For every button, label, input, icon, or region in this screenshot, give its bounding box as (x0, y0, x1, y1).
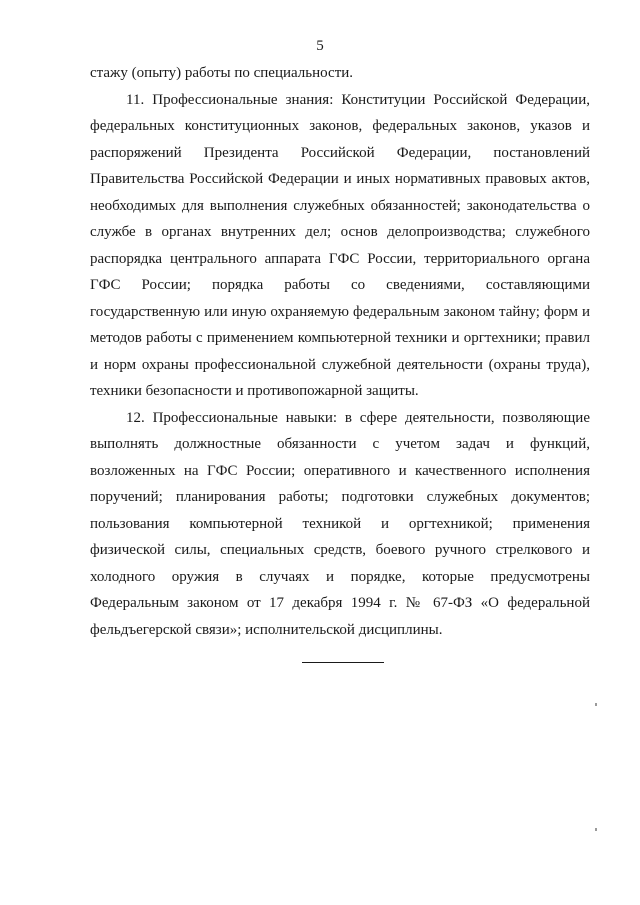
text-line: 11. Профессиональные знания: Конституции Российской Федерации, (126, 91, 590, 108)
text-line: возложенных на ГФС России; оперативного и качественного исполнения (90, 462, 590, 479)
end-divider (302, 662, 384, 663)
text-line: необходимых для выполнения служебных обязанностей; законодательства о (90, 197, 590, 214)
text-line: пользования компьютерной техникой и оргтехникой; применения (90, 515, 590, 532)
text-line: техники безопасности и противопожарной защиты. (90, 383, 419, 399)
text-line: Федеральным законом от 17 декабря 1994 г. № 67-ФЗ «О федеральной (90, 595, 590, 611)
text-line: ГФС России; порядка работы со сведениями, составляющими (90, 277, 590, 293)
text-line: стажу (опыту) работы по специальности. (90, 65, 354, 81)
text-line: физической силы, специальных средств, боевого ручного стрелкового и (90, 542, 590, 558)
text-line: Правительства Российской Федерации и иных нормативных правовых актов, (90, 171, 590, 187)
text-line: федеральных конституционных законов, федеральных законов, указов и (90, 118, 590, 134)
text-line: поручений; планирования работы; подготовки служебных документов; (90, 489, 590, 505)
scan-speck (595, 828, 597, 831)
text-line: 12. Профессиональные навыки: в сфере деятельности, позволяющие (126, 409, 590, 426)
page-number: 5 (316, 38, 324, 54)
document-body (90, 60, 590, 643)
text-line: распоряжений Президента Российской Федерации, постановлений (90, 144, 590, 161)
text-line: службе в органах внутренних дел; основ делопроизводства; служебного (90, 224, 590, 240)
text-line: выполнять должностные обязанности с учетом задач и функций, (90, 436, 590, 452)
text-line: методов работы с применением компьютерной техники и оргтехники; правил (90, 330, 590, 346)
text-line: холодного оружия в случаях и порядке, которые предусмотрены (90, 568, 590, 585)
text-line: фельдъегерской связи»; исполнительской дисциплины. (90, 621, 443, 638)
text-line: и норм охраны профессиональной служебной деятельности (охраны труда), (90, 356, 590, 373)
text-line: распорядка центрального аппарата ГФС России, территориального органа (90, 250, 590, 267)
scan-speck (595, 703, 597, 706)
text-line: государственную или иную охраняемую федеральным законом тайну; форм и (90, 303, 590, 320)
